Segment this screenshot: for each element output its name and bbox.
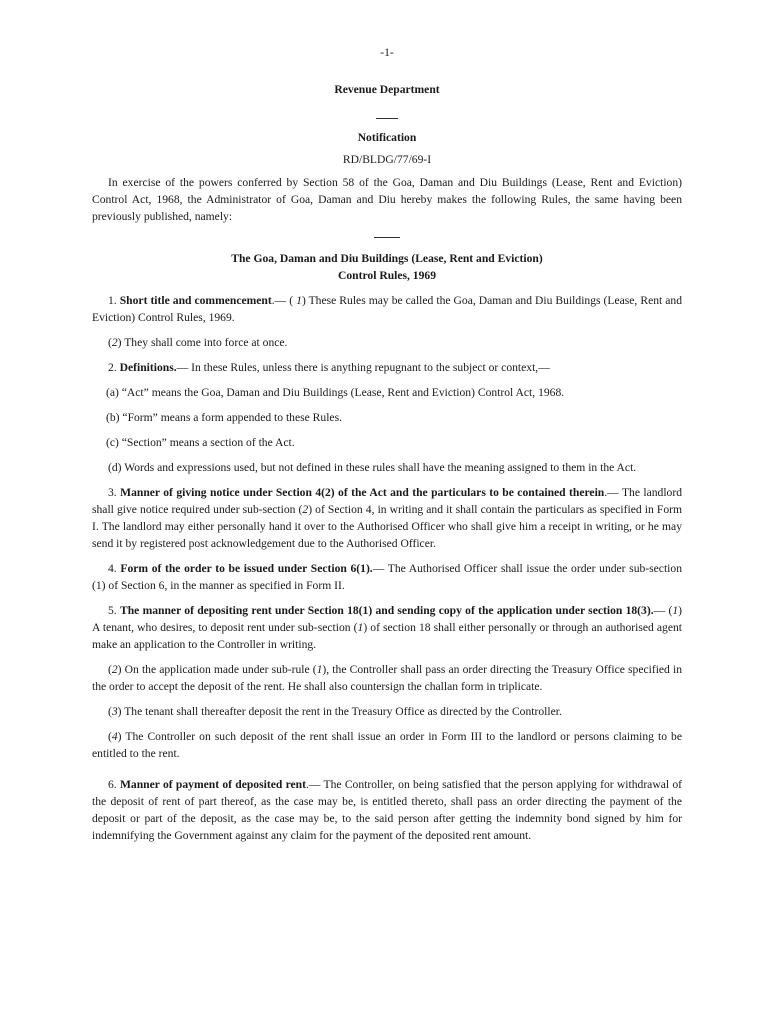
rule-2: 2. Definitions.— In these Rules, unless there is anything repugnant to the subject or context,— (108, 361, 550, 374)
rule-5-sub-2: (2) On the application made under sub-rule (1), the Controller shall pass an order directing the Treasury Office specified in the order to accept the deposit of the rent. He shall also countersign the challan form in triplicate. (92, 663, 682, 693)
department-heading: Revenue Department (334, 83, 440, 96)
rule-1-sub-2: (2) They shall come into force at once. (108, 336, 288, 349)
rule-3-heading: Manner of giving notice under Section 4(2) of the Act and the particulars to be contained therein (120, 486, 605, 499)
rule-4: 4. Form of the order to be issued under Section 6(1).— The Authorised Officer shall issue the order under sub-section (1) of Section 6, in the manner as specified in Form II. (92, 562, 682, 592)
rule-6-heading: Manner of payment of deposited rent (119, 778, 306, 791)
rule-5-sub-3: (3) The tenant shall thereafter deposit the rent in the Treasury Office as directed by the Controller. (108, 705, 562, 718)
preamble: In exercise of the powers conferred by Section 58 of the Goa, Daman and Diu Buildings (Lease, Rent and Eviction) Control Act, 1968, the Administrator of Goa, Daman and Diu hereby makes the following Rules, the same having been previously published, namely: (92, 176, 682, 223)
reference-number: RD/BLDG/77/69-I (342, 153, 432, 166)
rules-title-line2: Control Rules, 1969 (337, 269, 436, 282)
rule-2-heading: Definitions. (119, 361, 177, 374)
definition-b: (b) “Form” means a form appended to these Rules. (106, 411, 342, 424)
notification-heading: Notification (357, 131, 417, 144)
page-number: -1- (380, 46, 394, 59)
divider (376, 118, 398, 119)
rule-5: 5. The manner of depositing rent under Section 18(1) and sending copy of the application under section 18(3).— (1) A tenant, who desires, to deposit rent under sub-section (1) of section 18 shall either personally or through an authorised agent make an application to the Controller in writing. (92, 604, 683, 651)
definition-a: (a) “Act” means the Goa, Daman and Diu Buildings (Lease, Rent and Eviction) Control Act, 1968. (106, 386, 565, 399)
definition-d: (d) Words and expressions used, but not defined in these rules shall have the meaning assigned to them in the Act. (108, 461, 637, 474)
rule-3: 3. Manner of giving notice under Section 4(2) of the Act and the particulars to be contained therein.— The landlord shall give notice required under sub-section (2) of Section 4, in writing and it shall contain the particulars as specified in Form I. The landlord may either personally hand it over to the Authorised Officer who shall give him a receipt in writing, or he may send it by registered post acknowledgement due to the Authorised Officer. (92, 486, 683, 550)
rules-title-line1: The Goa, Daman and Diu Buildings (Lease, Rent and Eviction) (231, 252, 543, 265)
divider (374, 237, 400, 238)
rule-1-heading: Short title and commencement (119, 294, 272, 307)
rule-1: 1. Short title and commencement.— ( 1) These Rules may be called the Goa, Daman and Diu Buildings (Lease, Rent and Eviction) Control Rules, 1969. (92, 294, 682, 324)
definition-c: (c) “Section” means a section of the Act. (106, 436, 295, 449)
rule-6: 6. Manner of payment of deposited rent.— The Controller, on being satisfied that the person applying for withdrawal of the deposit of rent of part thereof, as the case may be, is entitled thereto, shall pass an order directing the payment of the deposit or part of the deposit, as the case may be, to the said person after getting the indemnity bond signed by him for indemnifying the Government against any claim for the payment of the deposited rent amount. (92, 778, 682, 842)
rule-5-heading: The manner of depositing rent under Section 18(1) and sending copy of the application under section 18(3). (119, 604, 654, 617)
rule-4-heading: Form of the order to be issued under Section 6(1). (120, 562, 373, 575)
rule-5-sub-4: (4) The Controller on such deposit of the rent shall issue an order in Form III to the landlord or persons claiming to be entitled to the rent. (92, 730, 682, 760)
